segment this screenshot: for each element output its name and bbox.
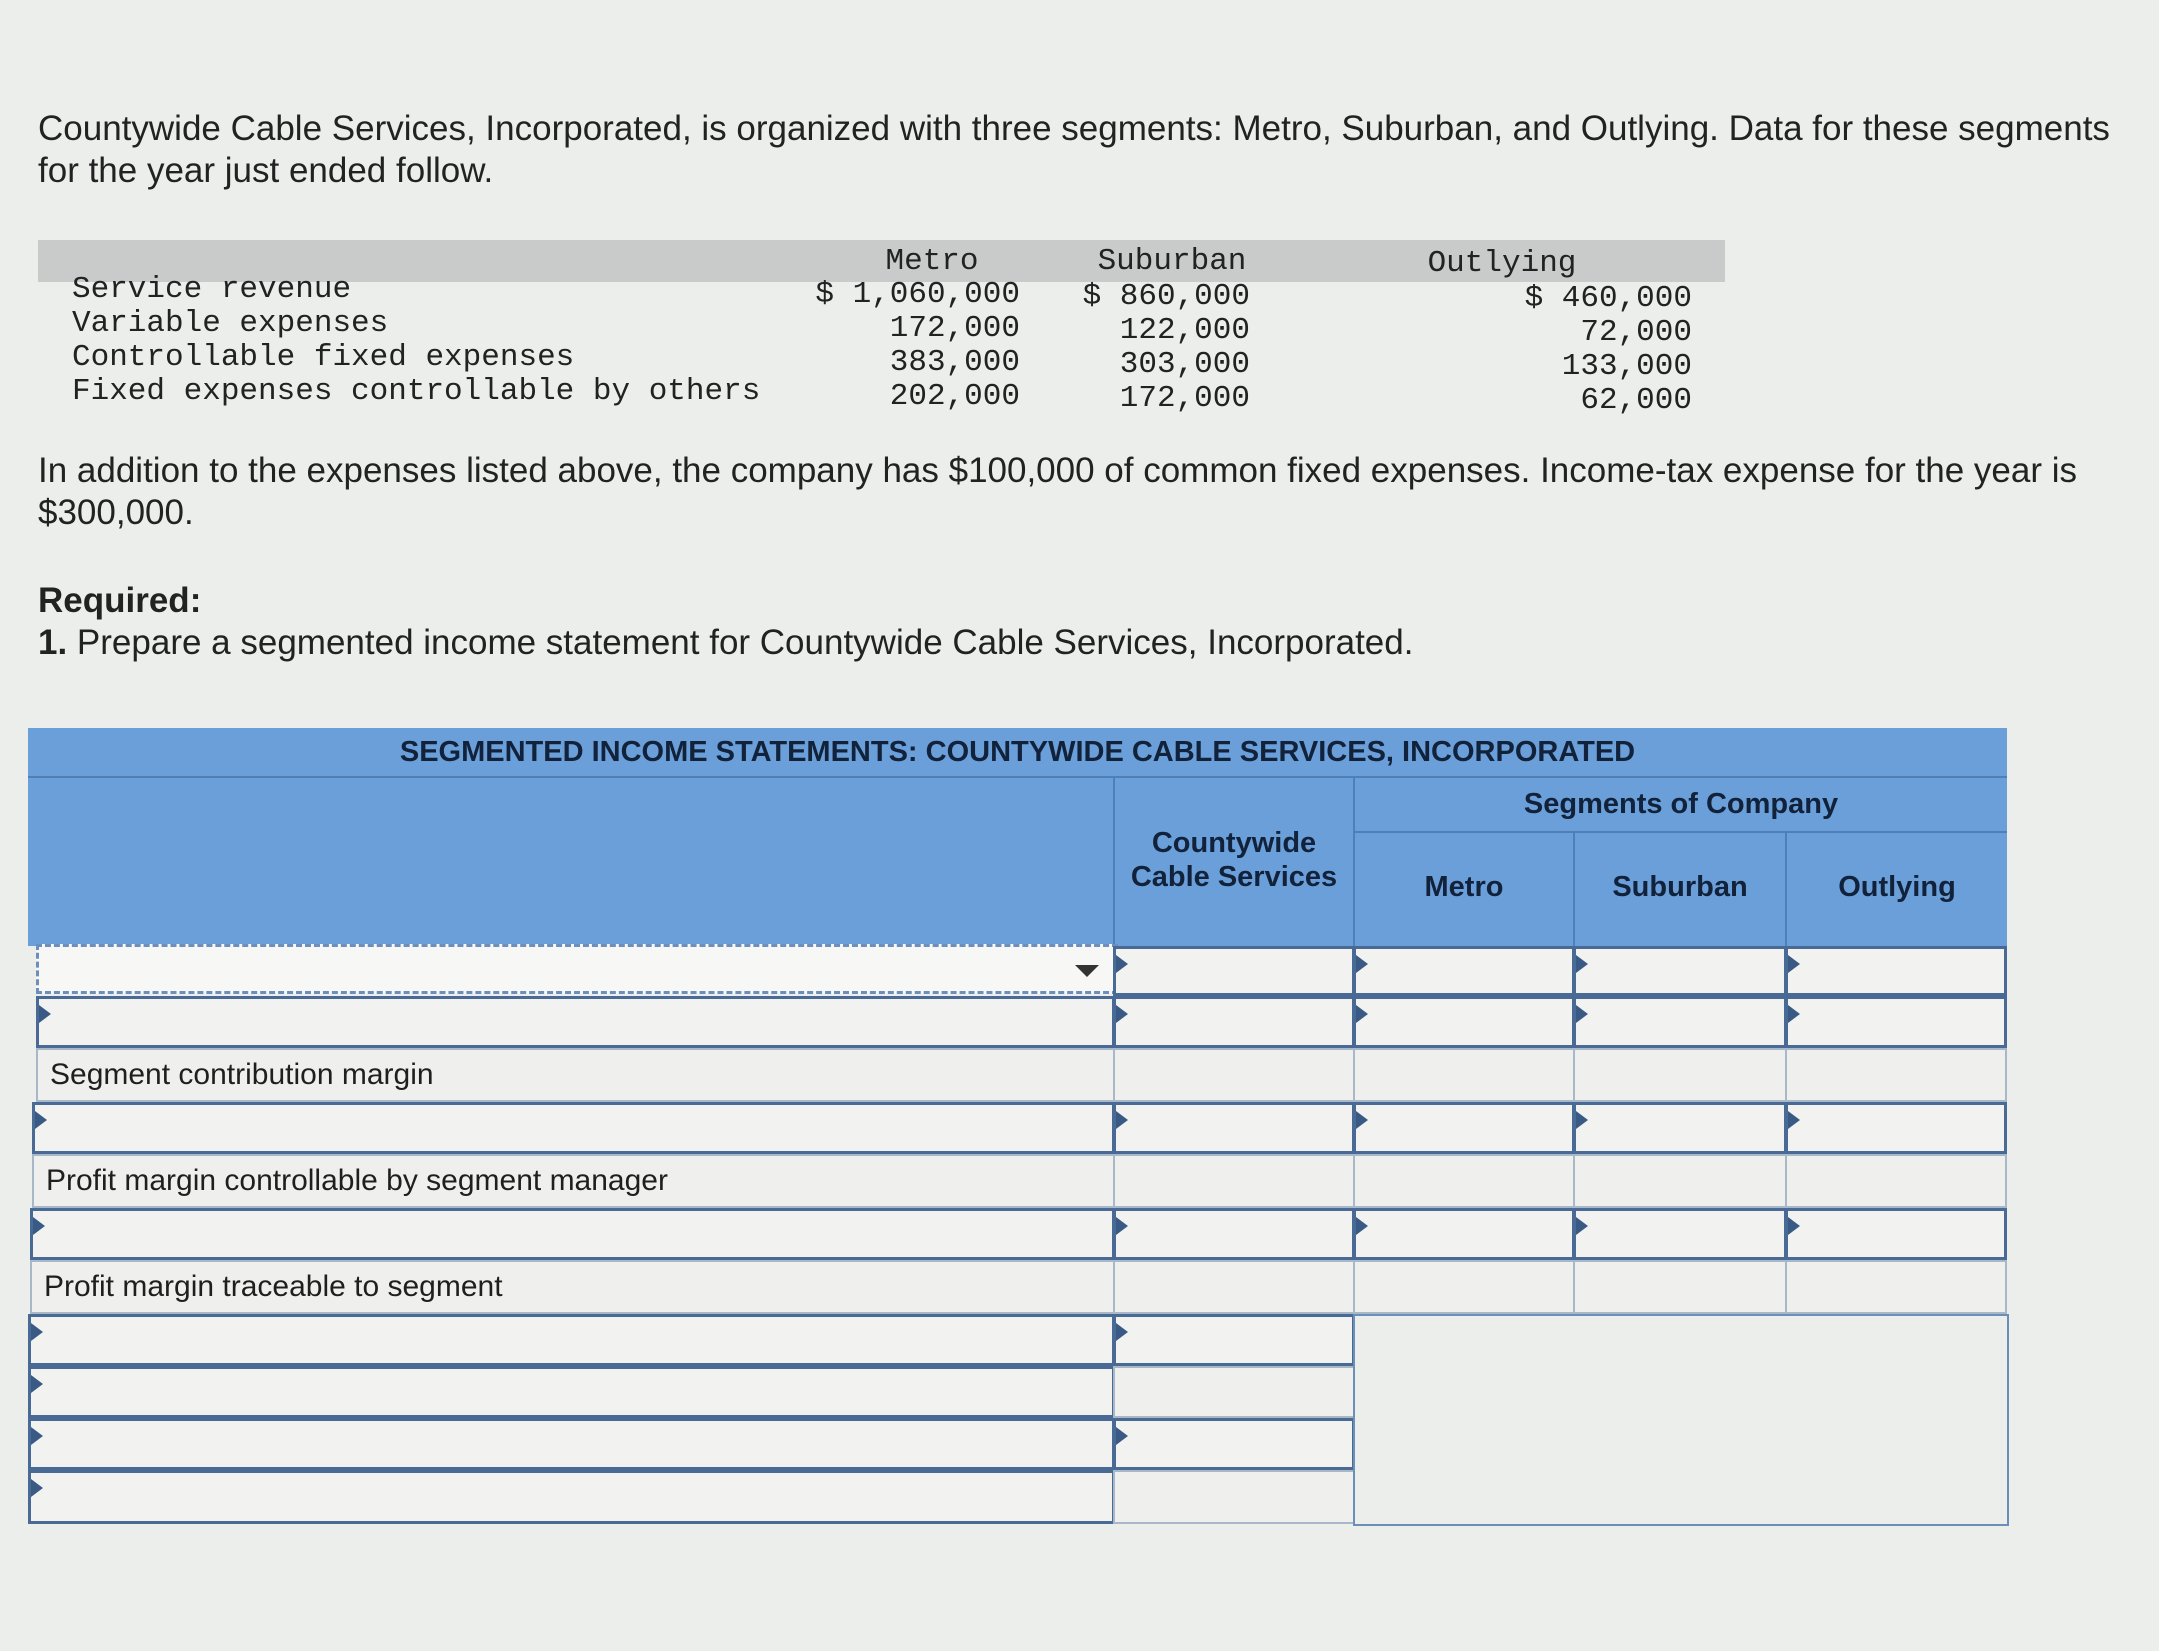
given-metro-value: 383,000 xyxy=(889,345,1020,380)
given-outlying-value: 62,000 xyxy=(1580,383,1692,418)
row-label-input[interactable] xyxy=(28,1314,1115,1366)
given-outlying-value: 133,000 xyxy=(1561,349,1692,384)
given-header-metro: Metro xyxy=(885,244,979,279)
given-metro-value: $ 1,060,000 xyxy=(815,277,1020,312)
row-label-dropdown[interactable] xyxy=(36,944,1118,994)
given-row-label: Controllable fixed expenses xyxy=(72,340,575,375)
amount-input-outlying[interactable] xyxy=(1785,946,2007,996)
amount-cell-suburban[interactable] xyxy=(1573,1260,1787,1314)
col-header-outlying: Outlying xyxy=(1838,871,1956,903)
amount-cell-company[interactable] xyxy=(1113,1470,1355,1524)
amount-input-metro[interactable] xyxy=(1353,1102,1575,1154)
amount-cell-metro[interactable] xyxy=(1353,1154,1575,1208)
row-segment-contribution-margin xyxy=(36,1048,1115,1102)
amount-input-company[interactable] xyxy=(1113,1418,1355,1470)
required-item-text: Prepare a segmented income statement for Countywide Cable Services, Incorporated. xyxy=(67,623,1414,662)
segmented-income-statement-table xyxy=(28,728,2007,1528)
row-label-input[interactable] xyxy=(36,996,1115,1048)
amount-input-company[interactable] xyxy=(1113,996,1355,1048)
given-suburban-value: $ 860,000 xyxy=(1082,279,1250,314)
row-label-input[interactable] xyxy=(28,1418,1115,1470)
row-label-input[interactable] xyxy=(32,1102,1115,1154)
chevron-down-icon xyxy=(1075,965,1099,977)
amount-cell-outlying[interactable] xyxy=(1785,1260,2007,1314)
amount-cell-suburban[interactable] xyxy=(1573,1048,1787,1102)
header-divider xyxy=(1113,778,1115,946)
amount-cell-company[interactable] xyxy=(1113,1048,1355,1102)
given-header-outlying: Outlying xyxy=(1427,246,1577,281)
amount-cell-company[interactable] xyxy=(1113,1154,1355,1208)
amount-cell-outlying[interactable] xyxy=(1785,1154,2007,1208)
given-row-label: Fixed expenses controllable by others xyxy=(72,374,761,409)
col-header-suburban: Suburban xyxy=(1612,871,1748,903)
amount-input-suburban[interactable] xyxy=(1573,996,1787,1048)
intro-text: Countywide Cable Services, Incorporated, is organized with three segments: Metro, Suburban, and Outlying. Data for these segments for the year just ended follow. xyxy=(38,109,2110,190)
row-profit-margin-controllable xyxy=(32,1154,1115,1208)
amount-input-suburban[interactable] xyxy=(1573,1208,1787,1260)
header-divider xyxy=(28,776,2007,778)
amount-cell-company[interactable] xyxy=(1113,1366,1355,1418)
required-item-number: 1. xyxy=(38,623,68,662)
given-header-suburban: Suburban xyxy=(1097,244,1247,279)
amount-input-company[interactable] xyxy=(1113,1314,1355,1366)
amount-cell-metro[interactable] xyxy=(1353,1260,1575,1314)
row-label: Segment contribution margin xyxy=(50,1058,434,1091)
amount-input-outlying[interactable] xyxy=(1785,996,2007,1048)
amount-cell-outlying[interactable] xyxy=(1785,1048,2007,1102)
col-header-company: Countywide Cable Services xyxy=(1130,827,1338,893)
amount-input-suburban[interactable] xyxy=(1573,1102,1787,1154)
empty-region xyxy=(1353,1314,2009,1526)
amount-cell-suburban[interactable] xyxy=(1573,1154,1787,1208)
amount-input-metro[interactable] xyxy=(1353,1208,1575,1260)
amount-input-company[interactable] xyxy=(1113,1102,1355,1154)
row-label-input[interactable] xyxy=(28,1470,1115,1524)
given-suburban-value: 122,000 xyxy=(1119,313,1250,348)
amount-input-outlying[interactable] xyxy=(1785,1208,2007,1260)
amount-input-company[interactable] xyxy=(1113,1208,1355,1260)
given-suburban-value: 172,000 xyxy=(1119,381,1250,416)
given-metro-value: 202,000 xyxy=(889,379,1020,414)
amount-input-suburban[interactable] xyxy=(1573,946,1787,996)
given-row-label: Service revenue xyxy=(72,272,352,307)
header-divider xyxy=(1355,831,2007,833)
amount-input-company[interactable] xyxy=(1113,946,1355,996)
amount-input-outlying[interactable] xyxy=(1785,1102,2007,1154)
given-suburban-value: 303,000 xyxy=(1119,347,1250,382)
row-profit-margin-traceable xyxy=(30,1260,1115,1314)
statement-title: SEGMENTED INCOME STATEMENTS: COUNTYWIDE CABLE SERVICES, INCORPORATED xyxy=(28,728,2007,778)
amount-cell-metro[interactable] xyxy=(1353,1048,1575,1102)
amount-cell-company[interactable] xyxy=(1113,1260,1355,1314)
given-row-label: Variable expenses xyxy=(72,306,389,341)
given-outlying-value: $ 460,000 xyxy=(1524,281,1692,316)
required-heading: Required: xyxy=(38,581,202,620)
given-outlying-value: 72,000 xyxy=(1580,315,1692,350)
col-header-metro: Metro xyxy=(1424,871,1504,903)
additional-info-text: In addition to the expenses listed above, the company has $100,000 of common fixed expenses. Income-tax expense for the year is $300,000. xyxy=(38,451,2078,532)
given-metro-value: 172,000 xyxy=(889,311,1020,346)
row-label-input[interactable] xyxy=(30,1208,1115,1260)
col-header-segments: Segments of Company xyxy=(1523,788,1839,820)
row-label: Profit margin traceable to segment xyxy=(44,1270,503,1303)
amount-input-metro[interactable] xyxy=(1353,996,1575,1048)
amount-input-metro[interactable] xyxy=(1353,946,1575,996)
row-label-input[interactable] xyxy=(28,1366,1115,1418)
required-item-1 xyxy=(38,622,2138,664)
row-label: Profit margin controllable by segment manager xyxy=(46,1164,668,1197)
